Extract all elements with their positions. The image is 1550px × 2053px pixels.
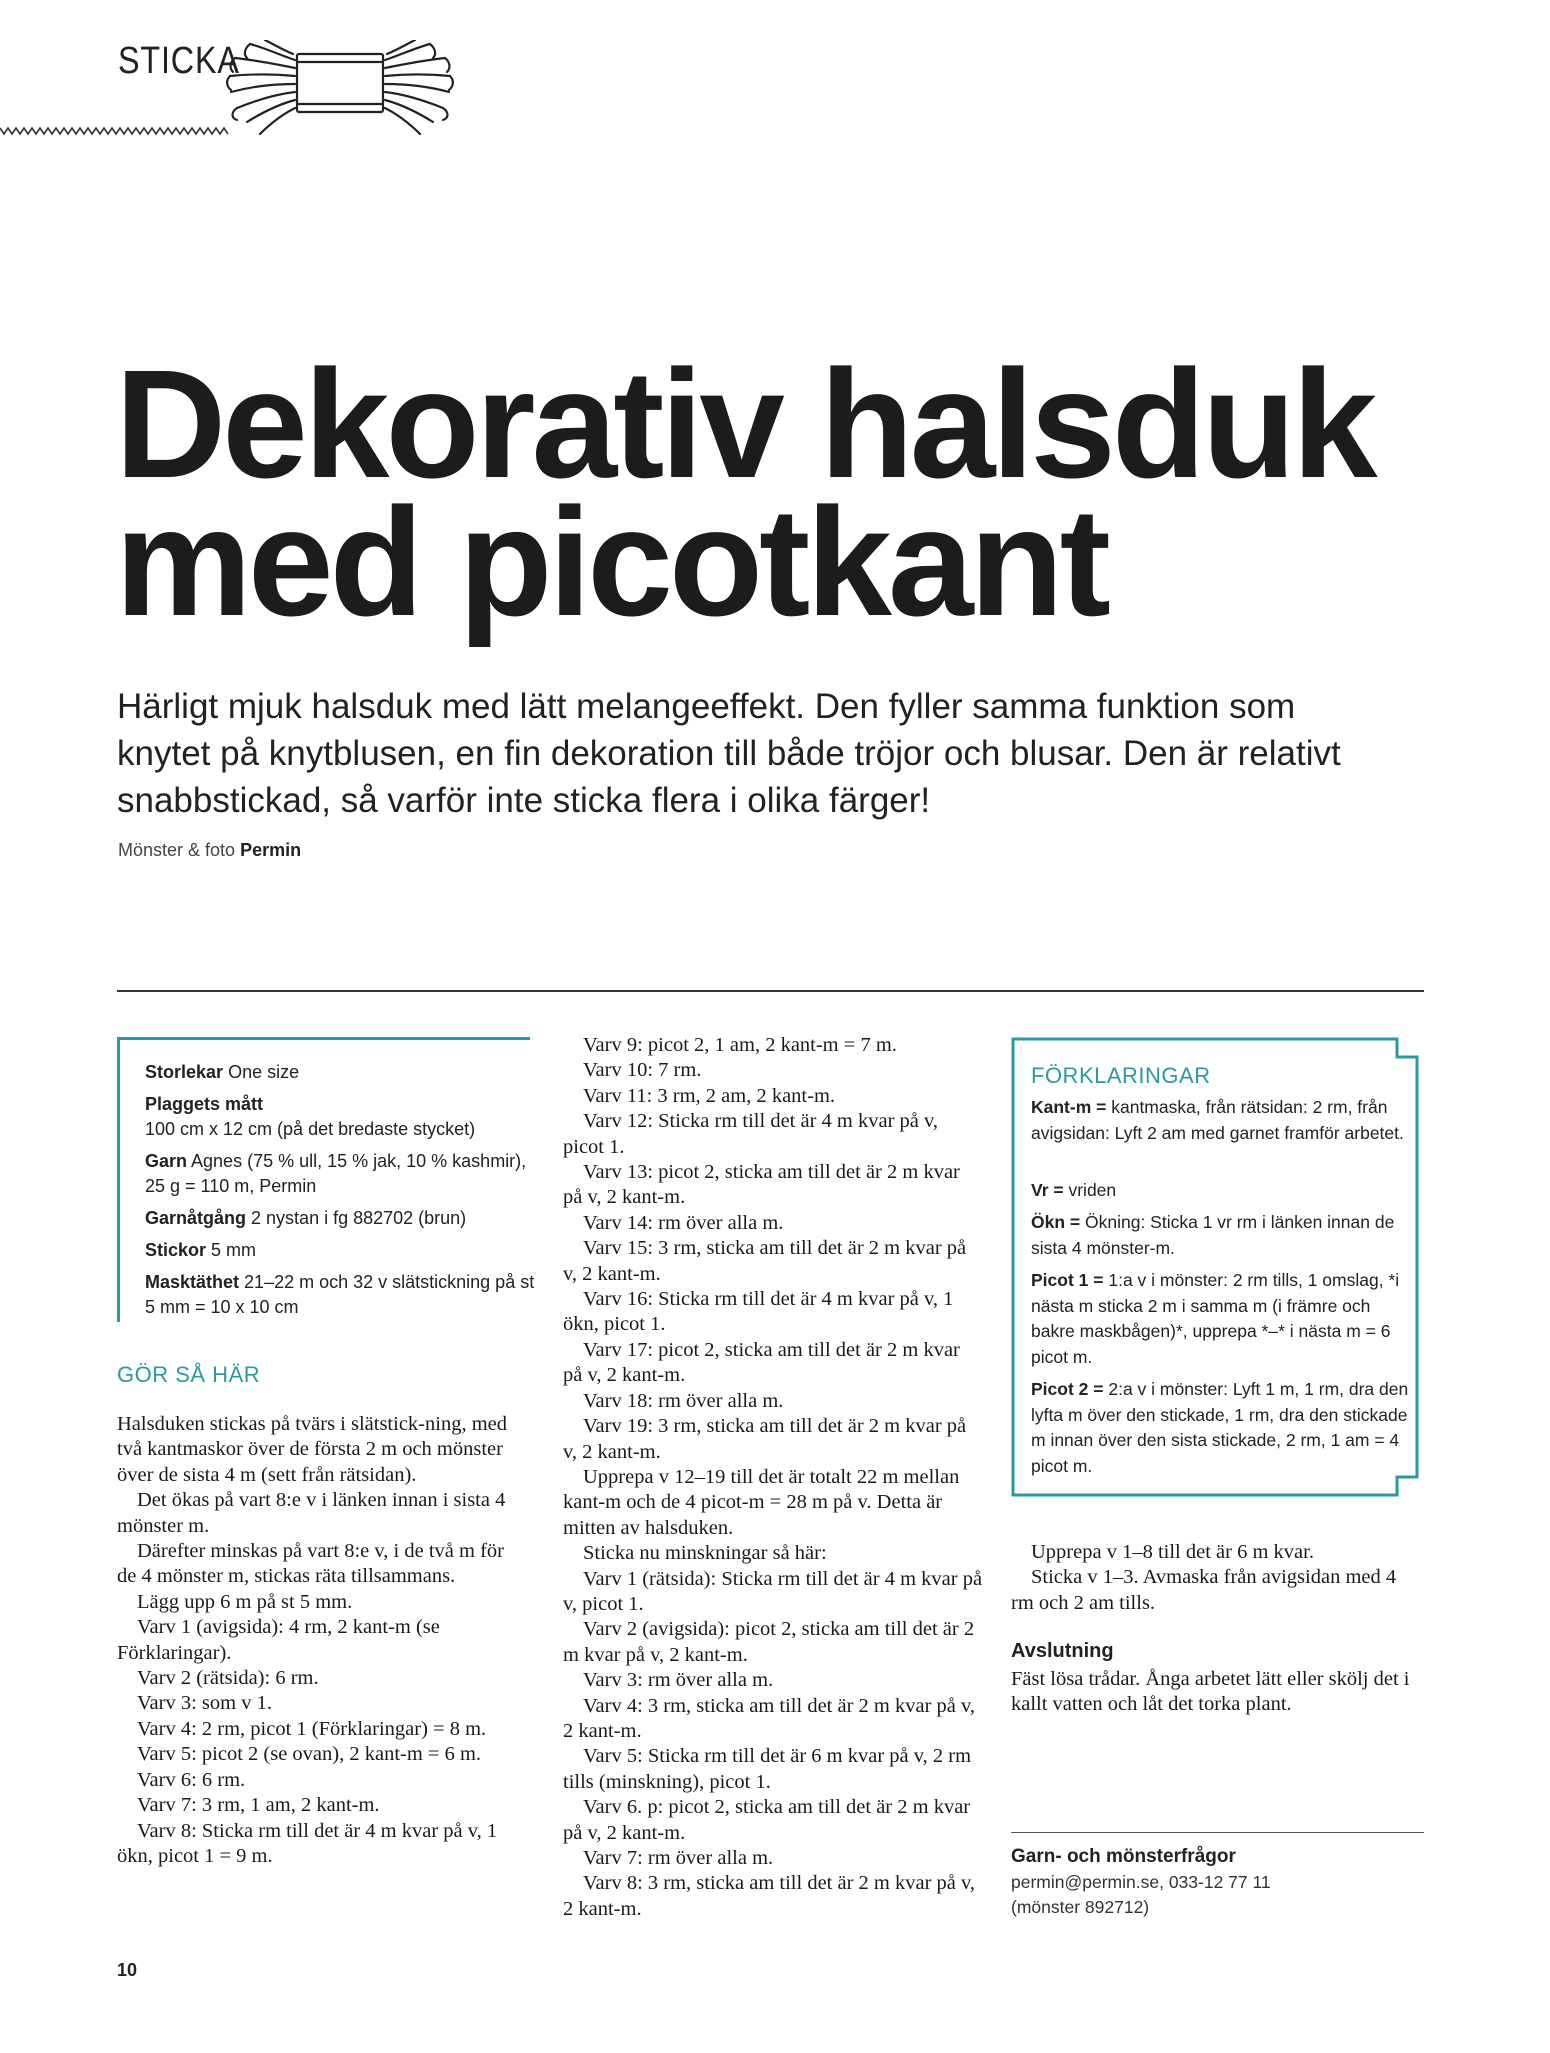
explanation-text: 1:a v i mönster: 2 rm tills, 1 omslag, *i nästa m sticka 2 m i samma m (i främre och bakre maskbågen)*, upprepa *–* i nästa m = 6 picot m.: [1031, 1270, 1400, 1367]
instruction-row: Varv 10: 7 rm.: [583, 1059, 702, 1082]
instruction-row: Sticka nu minskningar så här:: [583, 1542, 827, 1565]
instruction-paragraph: Det ökas på vart 8:e v i länken innan i sista 4 mönster m.: [117, 1489, 506, 1537]
instructions-column-1: [117, 1412, 507, 1869]
explanation-increase: [1031, 1210, 1411, 1261]
instruction-row: Varv 7: 3 rm, 1 am, 2 kant-m.: [137, 1794, 380, 1817]
specs-frame-left: [117, 1037, 120, 1322]
spec-size: [145, 1060, 535, 1085]
instruction-row: Varv 4: 3 rm, sticka am till det är 2 m kvar på v, 2 kant-m.: [563, 1694, 976, 1742]
explanation-picot-1: [1031, 1268, 1411, 1370]
explanation-term: Picot 1 =: [1031, 1270, 1104, 1290]
instruction-row: Varv 9: picot 2, 1 am, 2 kant-m = 7 m.: [583, 1034, 897, 1056]
spec-yarn-label: Garn: [145, 1151, 188, 1171]
spec-size-value: One size: [228, 1062, 300, 1082]
spec-yarn-amount: [145, 1206, 535, 1231]
instruction-row: Varv 3: som v 1.: [137, 1692, 272, 1715]
instructions-column-2: [563, 1033, 983, 1922]
spec-measurements: [145, 1092, 535, 1142]
instruction-row: Varv 16: Sticka rm till det är 4 m kvar på v, 1 ökn, picot 1.: [563, 1288, 954, 1336]
explanation-edge-stitch: [1031, 1095, 1411, 1146]
instruction-row: Varv 19: 3 rm, sticka am till det är 2 m kvar på v, 2 kant-m.: [563, 1415, 967, 1463]
instruction-row: Varv 8: 3 rm, sticka am till det är 2 m kvar på v, 2 kant-m.: [563, 1872, 976, 1920]
finishing-heading: Avslutning: [1011, 1640, 1114, 1662]
instruction-row: Varv 18: rm över alla m.: [583, 1389, 784, 1412]
contact-divider: [1011, 1832, 1424, 1833]
finishing-text: Fäst lösa trådar. Ånga arbetet lätt eller skölj det i kallt vatten och låt det torka plant.: [1011, 1668, 1410, 1716]
spec-yarn-amount-label: Garnåtgång: [145, 1208, 247, 1228]
credit-label: Mönster & foto: [118, 840, 236, 860]
page-number: 10: [117, 1960, 138, 1980]
instruction-row: Sticka v 1–3. Avmaska från avigsidan med 4 rm och 2 am tills.: [1011, 1566, 1397, 1614]
spec-gauge-label: Masktäthet: [145, 1272, 240, 1292]
credit-line: [118, 840, 301, 861]
explanation-text: Ökning: Sticka 1 vr rm i länken innan de sista 4 mönster-m.: [1031, 1212, 1395, 1258]
instruction-row: Varv 4: 2 rm, picot 1 (Förklaringar) = 8 m.: [137, 1717, 487, 1740]
instruction-row: Varv 3: rm över alla m.: [583, 1669, 774, 1692]
instruction-row: Upprepa v 1–8 till det är 6 m kvar.: [1031, 1541, 1314, 1563]
spec-yarn-amount-value: 2 nystan i fg 882702 (brun): [251, 1208, 467, 1228]
instruction-row: Varv 13: picot 2, sticka am till det är 2 m kvar på v, 2 kant-m.: [563, 1161, 960, 1209]
instruction-row: Varv 5: Sticka rm till det är 6 m kvar på v, 2 rm tills (minskning), picot 1.: [563, 1745, 972, 1793]
spec-measurements-label: Plaggets mått: [145, 1094, 264, 1114]
instruction-row: Varv 6: 6 rm.: [137, 1768, 246, 1791]
instruction-row: Varv 17: picot 2, sticka am till det är 2 m kvar på v, 2 kant-m.: [563, 1338, 960, 1387]
instruction-row: Varv 7: rm över alla m.: [583, 1847, 774, 1869]
instruction-row: Varv 11: 3 rm, 2 am, 2 kant-m.: [583, 1084, 836, 1107]
instruction-row: Varv 2 (avigsida): picot 2, sticka am till det är 2 m kvar på v, 2 kant-m.: [563, 1618, 975, 1666]
spec-gauge-value: 21–22 m och 32 v slätstickning på st 5 mm = 10 x 10 cm: [145, 1272, 535, 1317]
zigzag-divider: [0, 126, 230, 136]
explanation-twisted: [1031, 1178, 1411, 1204]
contact-email-phone: permin@permin.se, 033-12 77 11: [1011, 1872, 1271, 1892]
instruction-paragraph: Lägg upp 6 m på st 5 mm.: [137, 1590, 353, 1613]
contact-heading: Garn- och mönsterfrågor: [1011, 1846, 1236, 1867]
instructions-column-3: [1011, 1540, 1411, 1616]
spec-needles-value: 5 mm: [211, 1240, 257, 1260]
contact-pattern-number: (mönster 892712): [1011, 1897, 1150, 1917]
instruction-row: Varv 14: rm över alla m.: [583, 1211, 784, 1234]
specs-frame-top: [117, 1037, 530, 1040]
spec-needles: [145, 1238, 535, 1263]
spec-yarn: [145, 1149, 535, 1199]
intro-paragraph: Härligt mjuk halsduk med lätt melangeeffekt. Den fyller samma funktion som knytet på knytblusen, en fin dekoration till både tröjor och blusar. Den är relativt snabbstickad, så varför inte sticka flera i olika färger!: [117, 687, 1341, 820]
page-title: [115, 338, 1455, 648]
explanation-term: Vr =: [1031, 1180, 1064, 1200]
explanation-picot-2: [1031, 1377, 1411, 1479]
instruction-row: Upprepa v 12–19 till det är totalt 22 m mellan kant-m och de 4 picot-m = 28 m på v. Detta är mitten av halsduken.: [563, 1465, 960, 1539]
instruction-row: Varv 6. p: picot 2, sticka am till det är 2 m kvar på v, 2 kant-m.: [563, 1796, 971, 1844]
spec-yarn-value: Agnes (75 % ull, 15 % jak, 10 % kashmir), 25 g = 110 m, Permin: [145, 1151, 527, 1196]
howto-heading: GÖR SÅ HÄR: [117, 1362, 261, 1387]
instruction-row: Varv 1 (rätsida): Sticka rm till det är 4 m kvar på v, picot 1.: [563, 1567, 983, 1615]
title-line-1: Dekorativ halsduk: [115, 338, 1374, 510]
instruction-row: Varv 1 (avigsida): 4 rm, 2 kant-m (se Förklaringar).: [117, 1616, 440, 1664]
title-line-2: med picotkant: [115, 476, 1107, 648]
explanation-text: vriden: [1068, 1180, 1117, 1200]
instruction-row: Varv 5: picot 2 (se ovan), 2 kant-m = 6 m.: [137, 1743, 482, 1766]
instruction-paragraph: Därefter minskas på vart 8:e v, i de två m för de 4 mönster m, stickas räta tillsammans.: [117, 1540, 504, 1588]
explanation-term: Picot 2 =: [1031, 1379, 1104, 1399]
yarn-skein-icon: [225, 40, 455, 140]
spec-gauge: [145, 1270, 535, 1320]
instruction-row: Varv 15: 3 rm, sticka am till det är 2 m kvar på v, 2 kant-m.: [563, 1237, 967, 1285]
credit-name: Permin: [240, 840, 302, 860]
explanation-text: kantmaska, från rätsidan: 2 rm, från avigsidan: Lyft 2 am med garnet framför arbetet.: [1031, 1097, 1404, 1143]
spec-size-label: Storlekar: [145, 1062, 224, 1082]
instruction-row: Varv 2 (rätsida): 6 rm.: [137, 1667, 319, 1690]
spec-needles-label: Stickor: [145, 1240, 207, 1260]
section-label: STICKA: [118, 40, 240, 82]
explanations-heading: FÖRKLARINGAR: [1031, 1063, 1211, 1088]
instruction-paragraph: Halsduken stickas på tvärs i slätstick-ning, med två kantmaskor över de första 2 m och mönster över de sista 4 m (sett från rätsidan).: [117, 1413, 507, 1486]
instruction-row: Varv 8: Sticka rm till det är 4 m kvar på v, 1 ökn, picot 1 = 9 m.: [117, 1819, 498, 1867]
spec-measurements-value: 100 cm x 12 cm (på det bredaste stycket): [145, 1119, 476, 1139]
instruction-row: Varv 12: Sticka rm till det är 4 m kvar på v, picot 1.: [563, 1110, 939, 1158]
explanation-term: Ökn =: [1031, 1212, 1081, 1232]
section-divider: [117, 990, 1424, 992]
explanation-term: Kant-m =: [1031, 1097, 1107, 1117]
explanation-text: 2:a v i mönster: Lyft 1 m, 1 rm, dra den lyfta m över den stickade, 1 rm, dra den stickade m innan över den sista stickade, 2 rm, 1 am = 4 picot m.: [1031, 1379, 1409, 1476]
